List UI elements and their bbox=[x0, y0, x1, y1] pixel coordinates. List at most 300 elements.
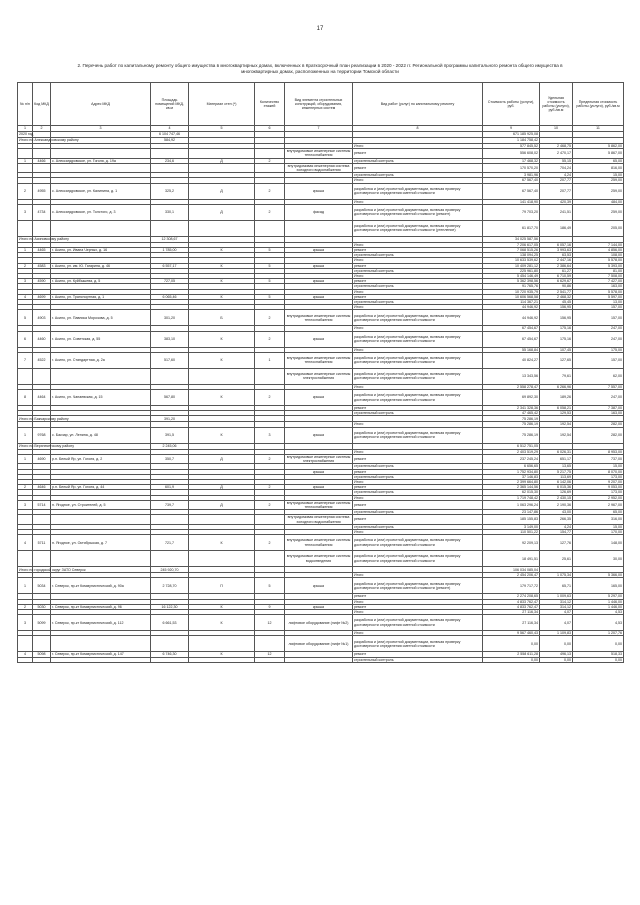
table-cell: 4 bbox=[18, 652, 33, 657]
table-cell: 10 606 568,58 bbox=[483, 294, 540, 299]
table-cell: г. Асино, ул. им. Ю. Гагарина, д. 46 bbox=[51, 263, 151, 268]
table-cell: 5 bbox=[255, 263, 285, 268]
table-cell: 61,27 bbox=[540, 268, 573, 273]
column-header: Вид элемента строительных конструкций, оборудования, инженерных систем bbox=[285, 83, 353, 126]
table-cell: 10 633 539,62 bbox=[483, 258, 540, 263]
table-cell: 0,00 bbox=[483, 636, 540, 652]
table-cell: ремонт bbox=[353, 279, 483, 284]
table-cell: Итого bbox=[353, 326, 483, 331]
table-cell: строительный контроль bbox=[353, 158, 483, 163]
table-cell: 75 286,19 bbox=[483, 422, 540, 427]
table-cell: 6 bbox=[18, 331, 33, 347]
table-cell: г. Асино, ул. Советская, д. 55 bbox=[51, 331, 151, 347]
table-cell: 157,00 bbox=[573, 305, 624, 310]
table-cell: 282,00 bbox=[573, 422, 624, 427]
table-cell: 2 399 664,80 bbox=[483, 479, 540, 484]
table-cell: разработка и (или) проектной документации, включая проверку достоверности определения сметной стоимости bbox=[353, 183, 483, 199]
table-cell: г. Асино, ул. Павлика Морозова, д. 5 bbox=[51, 310, 151, 326]
table-cell: 13,00 bbox=[573, 300, 624, 305]
table-cell: 2 bbox=[18, 485, 33, 490]
table-cell: строительный контроль bbox=[353, 284, 483, 289]
table-cell: 6 104 747,46 bbox=[151, 132, 189, 138]
table-cell: 7 557,00 bbox=[573, 384, 624, 389]
table-cell: 10 409 281,12 bbox=[483, 263, 540, 268]
table-cell: 23 147,86 bbox=[483, 510, 540, 515]
table-cell: Итого bbox=[353, 305, 483, 310]
table-cell: строительный контроль bbox=[353, 474, 483, 479]
table-cell: К bbox=[189, 248, 255, 253]
table-cell bbox=[189, 163, 255, 172]
table-cell: 207,77 bbox=[540, 183, 573, 199]
table-cell: 4699 bbox=[33, 294, 51, 299]
table-cell: разработка и (или) проектной документации, включая проверку достоверности определения сметной стоимости bbox=[353, 368, 483, 384]
table-cell: 4646 bbox=[33, 485, 51, 490]
table-row bbox=[18, 657, 624, 662]
table-cell bbox=[285, 220, 353, 236]
table-cell bbox=[33, 657, 51, 662]
table-row bbox=[18, 390, 624, 406]
table-cell: 175,16 bbox=[540, 331, 573, 347]
table-cell: ремонт bbox=[353, 485, 483, 490]
table-cell: 671 185 925,08 bbox=[483, 132, 540, 138]
table-cell: 7 068 515,26 bbox=[483, 248, 540, 253]
table-cell: 2 bbox=[255, 535, 285, 551]
table-cell: лифтовое оборудование (лифт №2) bbox=[285, 615, 353, 631]
table-cell: р.п. Белый Яр, ул. Гоголя, д. 2 bbox=[51, 454, 151, 463]
table-cell: 2 454 206,47 bbox=[483, 573, 540, 578]
column-header: Код МКД bbox=[33, 83, 51, 126]
table-cell: 556 608,02 bbox=[483, 149, 540, 158]
table-cell: К bbox=[189, 263, 255, 268]
table-cell: 247,00 bbox=[573, 331, 624, 347]
table-cell: 3 149,00 bbox=[483, 524, 540, 529]
table-cell: 259,00 bbox=[573, 204, 624, 220]
table-cell bbox=[255, 149, 285, 158]
table-cell: лифтовое оборудование (лифт №1) bbox=[285, 636, 353, 652]
table-cell: 2 bbox=[18, 604, 33, 609]
table-cell: Итого bbox=[353, 573, 483, 578]
table-cell: 67 454,67 bbox=[483, 331, 540, 347]
table-cell: 2 bbox=[255, 183, 285, 199]
table-cell: Итого по Верхнекетскому району bbox=[19, 444, 75, 449]
table-cell: г. Асино, ул. Чапаевская, д. 15 bbox=[51, 390, 151, 406]
table-cell: 4,53 bbox=[573, 609, 624, 614]
table-cell: 0,00 bbox=[540, 657, 573, 662]
table-cell: внутридомовая инженерная система холодного водоснабжения bbox=[285, 163, 353, 172]
table-cell bbox=[18, 636, 33, 652]
table-cell bbox=[18, 551, 33, 567]
table-cell: 4466 bbox=[33, 158, 51, 163]
table-cell: внутридомовые инженерные системы электроснабжения bbox=[285, 454, 353, 463]
table-cell: Итого bbox=[353, 347, 483, 352]
table-cell: 6 710,59 bbox=[540, 274, 573, 279]
table-cell bbox=[33, 551, 51, 567]
table-cell: г. Асино, ул. Куйбышева, д. 5 bbox=[51, 279, 151, 284]
table-cell: р.п. Белый Яр, ул. Гоголя, д. 44 bbox=[51, 485, 151, 490]
table-cell: 259,00 bbox=[573, 178, 624, 183]
table-cell: 6 266,96 bbox=[540, 384, 573, 389]
table-cell: 3 bbox=[18, 615, 33, 631]
table-cell: крыша bbox=[285, 279, 353, 284]
table-cell: 325,2 bbox=[151, 183, 189, 199]
table-cell: г. Северск, пр-кт Коммунистический, д. 90а bbox=[51, 578, 151, 594]
table-cell bbox=[18, 368, 33, 384]
table-cell: 4 833 762,47 bbox=[483, 604, 540, 609]
table-cell: внутридомовые инженерные системы электроснабжения bbox=[285, 368, 353, 384]
table-row bbox=[18, 515, 624, 524]
table-cell bbox=[189, 149, 255, 158]
table-cell: крыша bbox=[285, 390, 353, 406]
table-cell: 173,00 bbox=[573, 490, 624, 495]
table-cell: 2 558 611,28 bbox=[483, 652, 540, 657]
table-cell: 567,80 bbox=[151, 390, 189, 406]
table-cell: г. Асино, ул. Стандартная, д. 2а bbox=[51, 352, 151, 368]
table-cell: К bbox=[189, 279, 255, 284]
table-cell: разработка и (или) проектной документации, включая проверку достоверности определения сметной стоимости bbox=[353, 636, 483, 652]
table-row bbox=[18, 220, 624, 236]
table-cell: 10 720 935,79 bbox=[483, 289, 540, 294]
table-cell: 0,00 bbox=[540, 636, 573, 652]
table-row bbox=[18, 535, 624, 551]
table-cell: п. Ягодное, ул. Строителей, д. 5 bbox=[51, 500, 151, 509]
table-cell: К bbox=[189, 352, 255, 368]
table-cell: 4464 bbox=[33, 390, 51, 406]
table-cell: разработка и (или) проектной документации, включая проверку достоверности определения сметной стоимости (ремонт) bbox=[353, 578, 483, 594]
table-cell bbox=[255, 163, 285, 172]
table-cell: 316,00 bbox=[573, 515, 624, 524]
table-cell: г. Северск, пр-кт Коммунистический, д. 96 bbox=[51, 604, 151, 609]
table-cell: Д bbox=[189, 158, 255, 163]
table-cell: 4 856,00 bbox=[573, 248, 624, 253]
table-cell: 2 541,77 bbox=[540, 289, 573, 294]
table-cell bbox=[255, 636, 285, 652]
table-cell: Б bbox=[189, 310, 255, 326]
table-cell: 6 656,65 bbox=[483, 464, 540, 469]
table-cell: строительный контроль bbox=[353, 657, 483, 662]
table-cell: 7 387,00 bbox=[573, 406, 624, 411]
table-cell: 2 470,17 bbox=[540, 149, 573, 158]
table-cell: 192,54 bbox=[540, 427, 573, 443]
table-cell: 12 308,67 bbox=[151, 236, 189, 242]
table-cell: 4,53 bbox=[573, 615, 624, 631]
table-cell: 9 567 460,43 bbox=[483, 631, 540, 636]
table-cell bbox=[51, 149, 151, 158]
table-cell: 4 bbox=[18, 535, 33, 551]
table-cell: 6 058,21 bbox=[540, 406, 573, 411]
table-cell: 5 bbox=[255, 248, 285, 253]
table-cell: 16 122,30 bbox=[151, 604, 189, 609]
table-row bbox=[18, 204, 624, 220]
table-cell: 301,20 bbox=[151, 310, 189, 326]
table-cell: 2 bbox=[18, 183, 33, 199]
table-cell: 3 993,63 bbox=[540, 248, 573, 253]
column-number: 5 bbox=[189, 126, 255, 132]
table-cell: 2 bbox=[255, 500, 285, 509]
table-cell: 165,00 bbox=[573, 578, 624, 594]
table-cell bbox=[51, 515, 151, 524]
table-cell: 737,00 bbox=[573, 454, 624, 463]
table-cell: 2 447,16 bbox=[540, 258, 573, 263]
table-row bbox=[18, 578, 624, 594]
table-cell: г. Северск, пр-кт Коммунистический, д. 112 bbox=[51, 615, 151, 631]
table-row bbox=[18, 368, 624, 384]
table-cell: 3 bbox=[18, 279, 33, 284]
table-cell: 30,00 bbox=[573, 551, 624, 567]
table-cell: с. Бакчар, ул. Ленина, д. 48 bbox=[51, 427, 151, 443]
table-cell: 5714 bbox=[33, 500, 51, 509]
table-cell: 4,24 bbox=[540, 173, 573, 178]
table-cell bbox=[151, 657, 189, 662]
table-cell: 47 465,42 bbox=[483, 411, 540, 416]
table-cell bbox=[151, 220, 189, 236]
table-cell: 391,5 bbox=[151, 427, 189, 443]
table-cell: 61 817,70 bbox=[483, 220, 540, 236]
table-cell bbox=[18, 149, 33, 158]
table-cell: 4583 bbox=[33, 263, 51, 268]
column-number: 11 bbox=[573, 126, 624, 132]
table-cell: 8 070,00 bbox=[573, 469, 624, 474]
table-cell: Д bbox=[189, 204, 255, 220]
table-cell: внутридомовые инженерные системы теплоснабжения bbox=[285, 310, 353, 326]
table-cell: 1 063 296,24 bbox=[483, 500, 540, 509]
table-row bbox=[18, 500, 624, 509]
column-header: Материал стен (*) bbox=[189, 83, 255, 126]
table-cell: 207,77 bbox=[540, 178, 573, 183]
table-cell: 189,26 bbox=[540, 390, 573, 406]
table-cell: Итого bbox=[353, 609, 483, 614]
table-cell bbox=[33, 515, 51, 524]
table-cell: 6 557,17 bbox=[151, 263, 189, 268]
table-cell: 3 bbox=[18, 500, 33, 509]
table-cell: 6 629,67 bbox=[540, 279, 573, 284]
table-cell bbox=[151, 149, 189, 158]
table-row bbox=[18, 263, 624, 268]
table-cell: 601,9 bbox=[151, 485, 189, 490]
table-cell: 816,00 bbox=[573, 163, 624, 172]
table-cell: 2 bbox=[255, 454, 285, 463]
table-cell: 2 bbox=[255, 390, 285, 406]
table-cell: ремонт bbox=[353, 263, 483, 268]
table-cell: Итого по Александровскому району bbox=[19, 138, 79, 143]
table-cell: 3 981,96 bbox=[483, 173, 540, 178]
table-cell: Итого по городской округ ЗАТО Северск bbox=[19, 567, 86, 572]
table-cell: 2 190,36 bbox=[540, 500, 573, 509]
table-cell: 237 245,24 bbox=[483, 454, 540, 463]
table-cell: 2 403 519,29 bbox=[483, 449, 540, 454]
table-cell: 584,92 bbox=[151, 138, 189, 144]
table-cell: 3 bbox=[255, 427, 285, 443]
table-cell: 5 bbox=[255, 279, 285, 284]
column-header: Количество этажей bbox=[255, 83, 285, 126]
table-cell: Д bbox=[189, 500, 255, 509]
table-cell bbox=[189, 636, 255, 652]
table-cell: 15,00 bbox=[573, 464, 624, 469]
table-cell: 6 057,16 bbox=[540, 242, 573, 247]
table-cell bbox=[51, 368, 151, 384]
table-cell bbox=[255, 657, 285, 662]
table-cell: 62 015,30 bbox=[483, 490, 540, 495]
table-cell: 1 446,00 bbox=[573, 599, 624, 604]
table-cell: 5 867,00 bbox=[573, 149, 624, 158]
table-cell: 4,07 bbox=[540, 609, 573, 614]
table-cell bbox=[18, 163, 33, 172]
table-cell: 7 144,00 bbox=[573, 242, 624, 247]
table-cell: 5711 bbox=[33, 535, 51, 551]
table-cell: 2 468,75 bbox=[540, 144, 573, 149]
table-cell: 1 bbox=[18, 578, 33, 594]
table-cell: 704,24 bbox=[540, 163, 573, 172]
table-cell: К bbox=[189, 535, 255, 551]
table-cell: 2 bbox=[255, 485, 285, 490]
table-cell: Итого bbox=[353, 495, 483, 500]
table-cell: 350,7 bbox=[151, 454, 189, 463]
table-cell: 2 341 328,36 bbox=[483, 406, 540, 411]
table-cell: разработка и (или) проектной документации, включая проверку достоверности определения сметной стоимости (ремонт) bbox=[353, 204, 483, 220]
table-cell: 156,95 bbox=[540, 305, 573, 310]
table-cell: 157,00 bbox=[573, 310, 624, 326]
table-cell: 4690 bbox=[33, 454, 51, 463]
table-cell: Итого bbox=[353, 144, 483, 149]
table-cell: 6 746,30 bbox=[151, 652, 189, 657]
table-cell: 43,00 bbox=[540, 510, 573, 515]
table-row bbox=[18, 149, 624, 158]
table-cell: разработка и (или) проектной документации, включая проверку достоверности определения сметной стоимости bbox=[353, 310, 483, 326]
table-row bbox=[18, 163, 624, 172]
column-number: 9 bbox=[483, 126, 540, 132]
table-cell: 1 446,00 bbox=[573, 604, 624, 609]
table-cell: крыша bbox=[285, 183, 353, 199]
table-cell: 5 597,00 bbox=[573, 294, 624, 299]
table-cell bbox=[255, 368, 285, 384]
table-header-row bbox=[18, 83, 624, 126]
table-cell: 9 bbox=[255, 604, 285, 609]
table-cell: 5 454 146,49 bbox=[483, 274, 540, 279]
table-cell: 156,95 bbox=[540, 310, 573, 326]
table-cell: 225 961,80 bbox=[483, 268, 540, 273]
table-cell: 245 920,70 bbox=[151, 567, 189, 573]
table-cell: 79,61 bbox=[540, 368, 573, 384]
table-cell: 6 142,06 bbox=[540, 479, 573, 484]
table-cell bbox=[151, 636, 189, 652]
table-cell: 247,00 bbox=[573, 390, 624, 406]
table-cell: 79 703,20 bbox=[483, 204, 540, 220]
table-cell: разработка и (или) проектной документации, включая проверку достоверности определения сметной стоимости bbox=[353, 331, 483, 347]
table-cell bbox=[18, 657, 33, 662]
table-cell: внутридомовые инженерные системы теплоснабжения bbox=[285, 352, 353, 368]
table-cell: крыша bbox=[285, 427, 353, 443]
table-cell: Итого bbox=[353, 384, 483, 389]
table-cell: крыша bbox=[285, 248, 353, 253]
table-cell: 651,17 bbox=[540, 454, 573, 463]
table-cell: ремонт bbox=[353, 594, 483, 599]
table-cell: Д bbox=[189, 183, 255, 199]
table-cell: крыша bbox=[285, 578, 353, 594]
table-cell: 13 343,56 bbox=[483, 368, 540, 384]
table-cell: 5 bbox=[18, 310, 33, 326]
table-cell: 185 155,83 bbox=[483, 515, 540, 524]
table-cell: 330,1 bbox=[151, 204, 189, 220]
table-cell: 157,00 bbox=[573, 352, 624, 368]
table-cell: Итого bbox=[353, 258, 483, 263]
table-cell: 65,71 bbox=[540, 578, 573, 594]
table-cell: 127,65 bbox=[540, 352, 573, 368]
table-cell: 65,00 bbox=[573, 158, 624, 163]
table-cell bbox=[255, 220, 285, 236]
table-cell: 259,00 bbox=[573, 183, 624, 199]
table-cell: 173,00 bbox=[573, 474, 624, 479]
table-cell: 126,69 bbox=[540, 490, 573, 495]
table-cell: 314,12 bbox=[540, 599, 573, 604]
table-cell: 4 bbox=[18, 294, 33, 299]
table-cell: Итого по Асиновскому району bbox=[19, 237, 69, 242]
table-cell: К bbox=[189, 331, 255, 347]
table-row bbox=[18, 352, 624, 368]
table-cell: 5 297,00 bbox=[573, 594, 624, 599]
table-cell: 517,60 bbox=[151, 352, 189, 368]
table-cell: 141 418,90 bbox=[483, 199, 540, 204]
table-cell: 5099 bbox=[33, 615, 51, 631]
table-cell: 55,15 bbox=[540, 158, 573, 163]
table-cell: Итого по Бакчарскому району bbox=[19, 416, 69, 421]
table-cell: 2 952,00 bbox=[573, 495, 624, 500]
table-body bbox=[18, 126, 624, 663]
table-cell: 727,05 bbox=[151, 279, 189, 284]
table-cell: 2 430,15 bbox=[540, 495, 573, 500]
table-cell: 2 bbox=[255, 310, 285, 326]
table-cell: 90,86 bbox=[540, 284, 573, 289]
table-cell: 6 026,31 bbox=[540, 449, 573, 454]
table-cell: К bbox=[189, 390, 255, 406]
table-cell: ремонт bbox=[353, 149, 483, 158]
table-cell: 179 717,72 bbox=[483, 578, 540, 594]
table-cell: ремонт bbox=[353, 294, 483, 299]
table-cell bbox=[33, 220, 51, 236]
table-cell: 4903 bbox=[33, 310, 51, 326]
table-cell: 91 765,76 bbox=[483, 284, 540, 289]
table-cell: 4522 bbox=[33, 352, 51, 368]
table-cell: строительный контроль bbox=[353, 411, 483, 416]
table-cell: 5 362 398,56 bbox=[483, 279, 540, 284]
table-cell: 496,13 bbox=[540, 652, 573, 657]
column-header: Предельная стоимость работы (услуги), руб./кв.м bbox=[573, 83, 624, 126]
table-cell: П bbox=[189, 578, 255, 594]
table-cell: Итого bbox=[353, 479, 483, 484]
table-cell: 17 468,32 bbox=[483, 158, 540, 163]
table-cell: ремонт bbox=[353, 652, 483, 657]
table-cell: 5 578,00 bbox=[573, 258, 624, 263]
table-cell: К bbox=[189, 615, 255, 631]
table-cell: 1 bbox=[18, 427, 33, 443]
table-cell: К bbox=[189, 294, 255, 299]
table-cell: 12 bbox=[255, 615, 285, 631]
table-cell: 5 bbox=[255, 578, 285, 594]
table-cell: 63,53 bbox=[540, 253, 573, 258]
table-cell: 67 454,67 bbox=[483, 326, 540, 331]
table-cell: 163,00 bbox=[573, 284, 624, 289]
table-cell: К bbox=[189, 604, 255, 609]
table-cell: 4,07 bbox=[540, 615, 573, 631]
table-cell: 40 824,27 bbox=[483, 352, 540, 368]
table-cell: 4590 bbox=[33, 279, 51, 284]
table-cell: 7 bbox=[18, 352, 33, 368]
table-cell: 138 094,25 bbox=[483, 253, 540, 258]
table-cell: фасад bbox=[285, 204, 353, 220]
table-cell: ремонт bbox=[353, 248, 483, 253]
column-number: 2 bbox=[33, 126, 51, 132]
table-cell: 9 207,00 bbox=[573, 479, 624, 484]
table-cell: 5 366,00 bbox=[573, 573, 624, 578]
table-cell: 5 393,00 bbox=[573, 263, 624, 268]
